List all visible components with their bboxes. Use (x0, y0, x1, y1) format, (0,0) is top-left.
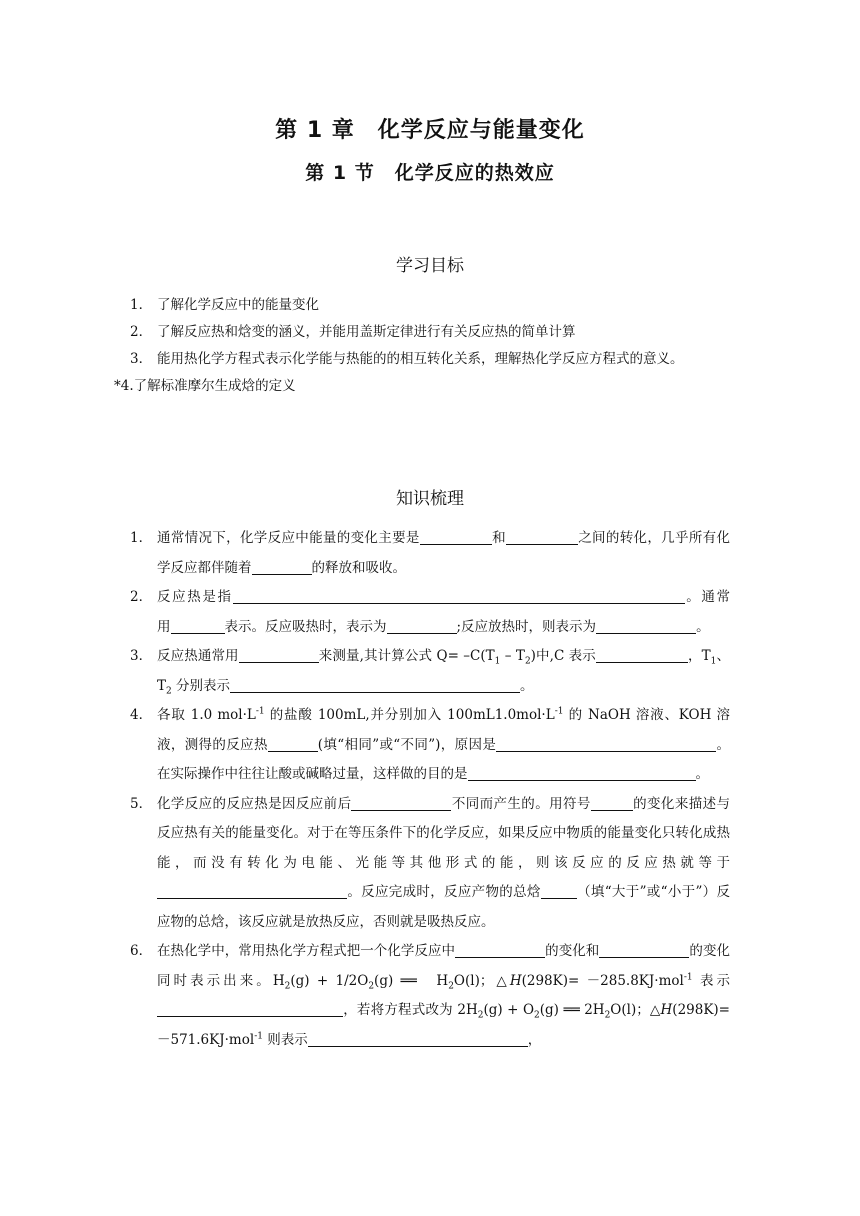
fill-blank[interactable] (239, 646, 319, 663)
item-text: O(l)；△ (610, 1002, 661, 1018)
goal-number: 1． (130, 297, 153, 313)
fill-blank[interactable] (171, 617, 225, 634)
knowledge-item-4 (130, 701, 730, 790)
fill-blank[interactable] (308, 1030, 528, 1047)
fill-blank[interactable] (596, 617, 696, 634)
fill-blank[interactable] (252, 558, 312, 575)
superscript: -1 (683, 972, 693, 982)
item-text: 不同而产生的。用符号 (451, 795, 591, 812)
item-number: 1． (130, 530, 153, 546)
item-text: 之间的转化，几乎所有化学反应都伴随着 (157, 530, 730, 576)
item-text: 的变化同时表示出来。H (157, 943, 731, 989)
fill-blank[interactable] (599, 941, 689, 958)
item-text: 。 (696, 618, 710, 635)
goal-item (130, 319, 730, 346)
knowledge-heading: 知识梳理 (396, 489, 464, 509)
goal-extra-text: *4.了解标准摩尔生成焓的定义 (114, 378, 296, 394)
goal-item (130, 292, 730, 319)
enthalpy-symbol: H (509, 972, 522, 989)
item-number: 3． (130, 648, 153, 664)
fill-blank[interactable] (233, 587, 685, 604)
item-text: 的释放和吸收。 (311, 559, 406, 576)
fill-blank[interactable] (387, 617, 457, 634)
item-text: 。 (520, 677, 534, 694)
fill-blank[interactable] (591, 794, 633, 811)
item-text: )中,C 表示 (530, 648, 596, 664)
fill-blank[interactable] (541, 882, 577, 899)
item-text: (298K)= －571.6KJ·mol (157, 1002, 730, 1048)
subscript: 2 (368, 981, 375, 992)
superscript: -1 (254, 1031, 263, 1041)
item-text: 各取 1.0 mol·L (157, 707, 256, 723)
item-text: （填“大于”或“小于”）反应物的总焓，该反应就是放热反应，否则就是吸热反应。 (157, 884, 730, 930)
subscript: 1 (494, 656, 501, 667)
fill-blank[interactable] (506, 528, 578, 545)
item-text: 在热化学中，常用热化学方程式把一个化学反应中 (157, 943, 456, 959)
item-text: 。 (695, 766, 709, 782)
fill-blank[interactable] (351, 794, 451, 811)
goals-list (114, 292, 730, 400)
fill-blank[interactable] (420, 528, 492, 545)
item-text: ，T (687, 648, 711, 664)
item-text: 。通常用 (157, 589, 730, 635)
item-text: (g) ══ H (374, 972, 449, 989)
item-text: 。在实际操作中往往让酸或碱略过量，这样做的目的是 (157, 736, 731, 782)
item-text: 则表示 (262, 1031, 308, 1048)
item-text: 的变化和 (545, 943, 600, 959)
subscript: 2 (604, 1010, 611, 1021)
item-text: O(l)；△ (453, 972, 510, 989)
item-text: 、T (157, 648, 731, 694)
superscript: -1 (554, 706, 564, 717)
fill-blank[interactable] (455, 941, 545, 958)
item-text: ，若将方程式改为 2H (343, 1002, 478, 1018)
goal-text: 了解反应热和焓变的涵义，并能用盖斯定律进行有关反应热的简单计算 (157, 324, 576, 340)
item-text: (g) ══ 2H (539, 1002, 605, 1018)
subscript: 2 (448, 981, 454, 992)
item-number: 6． (130, 943, 153, 959)
goals-heading: 学习目标 (396, 256, 464, 276)
item-text: (g) + 1/2O (290, 972, 369, 989)
knowledge-item-3 (130, 642, 730, 701)
subscript: 2 (477, 1010, 484, 1021)
item-text: 化学反应的反应热是因反应前后 (157, 795, 352, 812)
fill-blank[interactable] (157, 882, 347, 899)
knowledge-item-6 (130, 937, 730, 1055)
item-text: 。反应完成时，反应产物的总焓 (347, 884, 541, 900)
item-text: 反应热通常用 (157, 648, 239, 664)
item-number: 5． (130, 795, 153, 812)
subscript: 2 (524, 656, 531, 667)
goal-item (130, 346, 730, 373)
goal-text: 能用热化学方程式表示化学能与热能的的相互转化关系，理解热化学反应方程式的意义。 (157, 351, 684, 367)
item-number: 4． (130, 707, 153, 723)
item-text: 通常情况下，化学反应中能量的变化主要是 (157, 530, 420, 546)
chapter-title: 第 1 章 化学反应与能量变化 (275, 118, 585, 143)
item-text: 的变化来描述与反应热有关的能量变化。对于在等压条件下的化学反应，如果反应中物质的能量变化只转化成热能，而没有转化为电能、光能等其他形式的能，则该反应的反应热就等于 (157, 795, 730, 871)
goal-number: 3． (130, 351, 153, 367)
goal-text: 了解化学反应中的能量变化 (157, 297, 319, 313)
subscript: 2 (284, 981, 291, 992)
item-text: ;反应放热时，则表示为 (456, 618, 597, 635)
fill-blank[interactable] (496, 735, 716, 752)
fill-blank[interactable] (157, 1000, 343, 1017)
item-text: 和 (491, 530, 506, 546)
item-text: 来测量,其计算公式 Q= –C(T (318, 648, 495, 664)
item-text: (g) + O (483, 1002, 535, 1018)
item-text: 分别表示 (171, 677, 231, 694)
item-text: (填“相同”或“不同”)，原因是 (317, 736, 497, 753)
knowledge-item-2 (130, 583, 730, 642)
knowledge-item-1 (130, 524, 730, 583)
item-text: – T (500, 648, 525, 664)
fill-blank[interactable] (230, 676, 520, 693)
knowledge-item-5 (130, 790, 730, 938)
item-number: 2． (130, 589, 153, 605)
item-text: 的 NaOH 溶液、KOH 溶液，测得的反应热 (157, 707, 730, 753)
subscript: 2 (534, 1010, 540, 1021)
section-title: 第 1 节 化学反应的热效应 (305, 162, 555, 184)
goal-extra (114, 373, 730, 400)
goal-number: 2． (130, 324, 153, 340)
fill-blank[interactable] (268, 735, 318, 752)
fill-blank[interactable] (596, 646, 688, 663)
subscript: 2 (166, 686, 172, 697)
item-text: 表示。反应吸热时，表示为 (224, 618, 387, 635)
item-text: 的盐酸 100mL,并分别加入 100mL1.0mol·L (264, 707, 555, 723)
item-text: 表示 (692, 972, 730, 989)
subscript: 1 (710, 656, 717, 667)
item-text: (298K)= －285.8KJ·mol (521, 972, 684, 989)
fill-blank[interactable] (468, 764, 696, 781)
enthalpy-symbol: H (660, 1002, 673, 1018)
item-text: ， (527, 1031, 542, 1048)
item-text: 反应热是指 (157, 589, 233, 605)
knowledge-list (130, 524, 730, 1055)
superscript: -1 (255, 706, 265, 717)
